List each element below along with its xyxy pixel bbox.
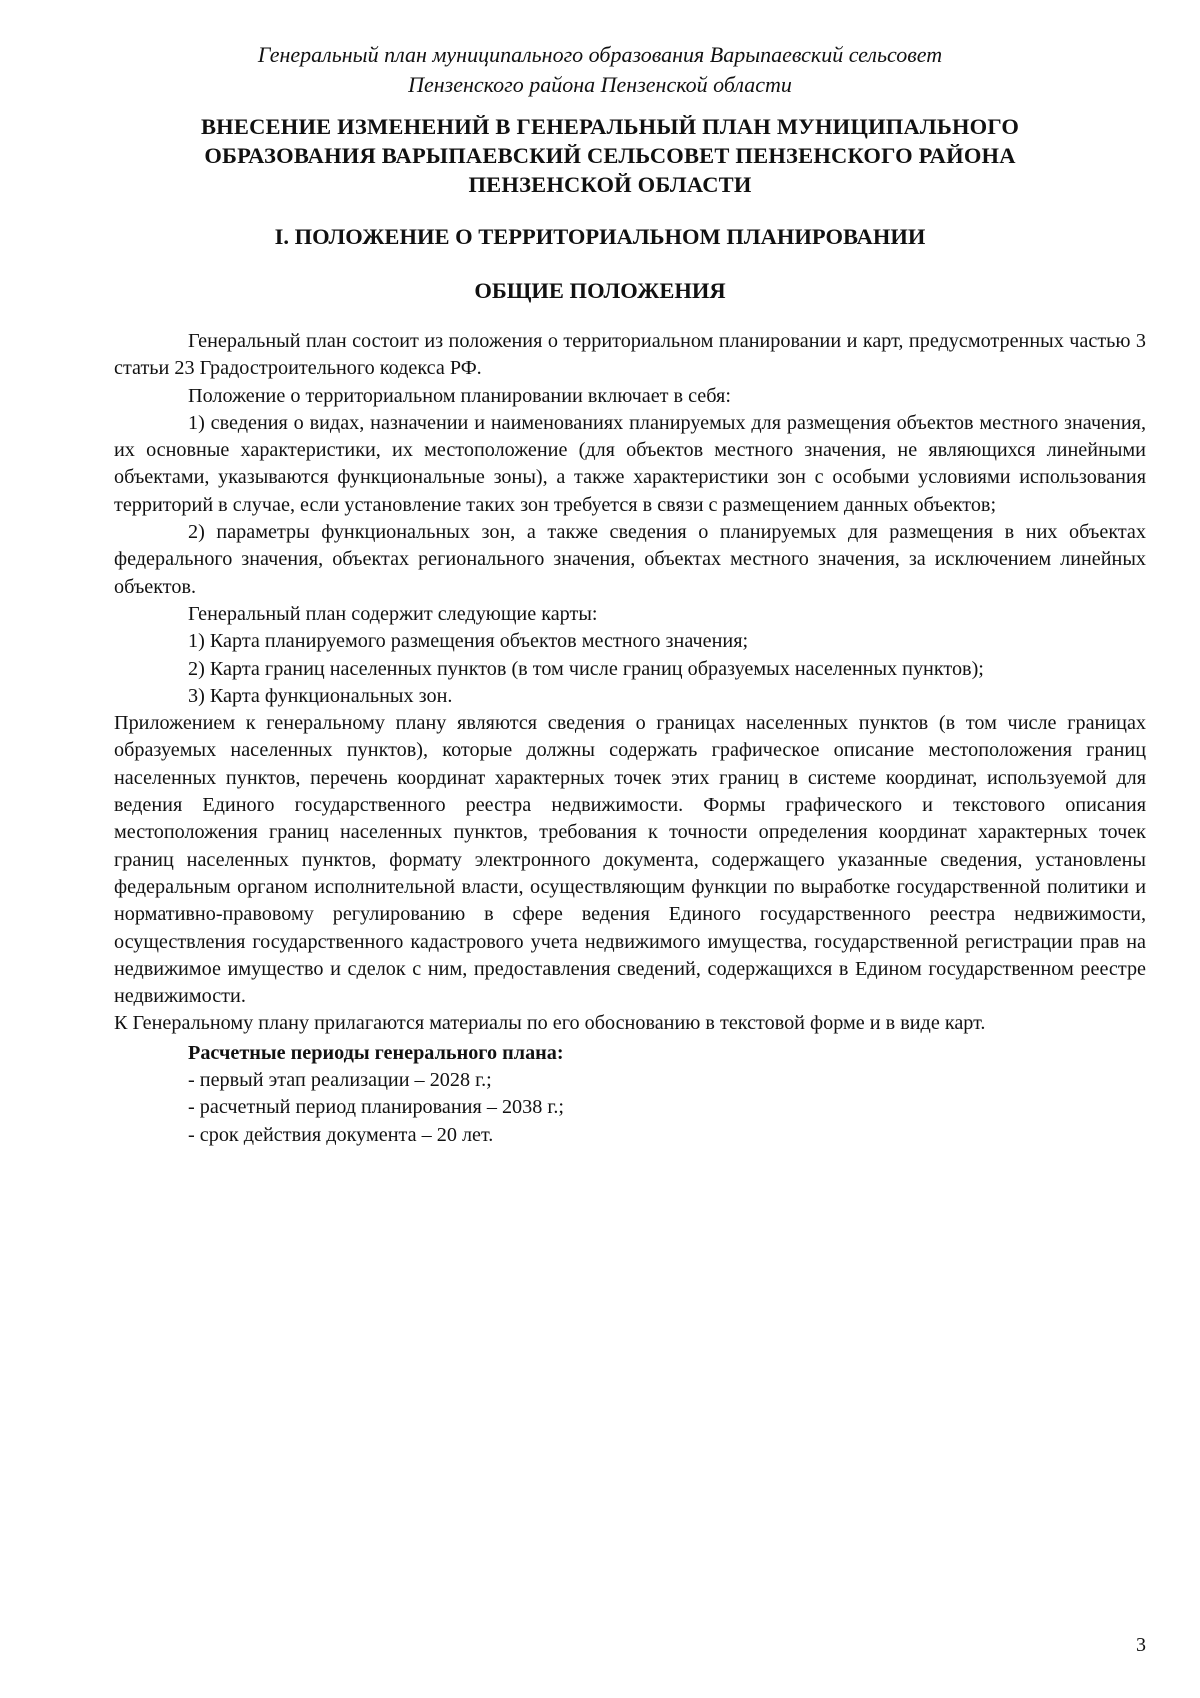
map-list-item-3: 3) Карта функциональных зон. bbox=[188, 684, 453, 707]
paragraph-item-1: 1) сведения о видах, назначении и наименованиях планируемых для размещения объектов местного значения, их основные характеристики, их местоположение (для объектов местного значения, не являющихся линейными объектами, указываются функциональные зоны), а также характеристики зон с особыми условиями использования территорий в случае, если установление таких зон требуется в связи с размещением данных объектов; bbox=[114, 411, 1146, 516]
paragraph-supporting-materials: К Генеральному плану прилагаются материалы по его обоснованию в текстовой форме и в виде карт. bbox=[114, 1012, 986, 1035]
running-header-line-1: Генеральный план муниципального образования Варыпаевский сельсовет bbox=[257, 42, 943, 67]
page-number: 3 bbox=[1136, 1634, 1146, 1656]
document-title: ВНЕСЕНИЕ ИЗМЕНЕНИЙ В ГЕНЕРАЛЬНЫЙ ПЛАН МУНИЦИПАЛЬНОГО ОБРАЗОВАНИЯ ВАРЫПАЕВСКИЙ СЕЛЬСОВЕТ ПЕНЗЕНСКОГО РАЙОНА ПЕНЗЕНСКОЙ ОБЛАСТИ bbox=[200, 114, 1020, 197]
subsection-title: ОБЩИЕ ПОЛОЖЕНИЯ bbox=[474, 278, 726, 303]
paragraph-item-2: 2) параметры функциональных зон, а также сведения о планируемых для размещения в них объектах федерального значения, объектах регионального значения, объектах местного значения, за исключением линейных объектов. bbox=[114, 521, 1146, 598]
paragraph-provision-includes: Положение о территориальном планировании включает в себя: bbox=[188, 384, 731, 407]
map-list-item-1: 1) Карта планируемого размещения объектов местного значения; bbox=[188, 630, 749, 653]
paragraph-appendix: Приложением к генеральному плану являются сведения о границах населенных пунктов (в том числе границах образуемых населенных пунктов), которые должны содержать графическое описание местоположения границ населенных пунктов, перечень координат характерных точек этих границ в системе координат, используемой для ведения Единого государственного реестра недвижимости. Формы графического и текстового описания местоположения границ населенных пунктов, требования к точности определения координат характерных точек границ населенных пунктов, формату электронного документа, содержащего указанные сведения, установлены федеральным органом исполнительной власти, осуществляющим функции по выработке государственной политики и нормативно-правовому регулированию в сфере ведения Единого государственного реестра недвижимости, осуществления государственного кадастрового учета недвижимого имущества, государственной регистрации прав на недвижимое имущество и сделок с ним, предоставления сведений, содержащихся в Едином государственном реестре недвижимости. bbox=[114, 712, 1146, 1008]
period-item-1: - первый этап реализации – 2028 г.; bbox=[188, 1069, 492, 1092]
section-title: I. ПОЛОЖЕНИЕ О ТЕРРИТОРИАЛЬНОМ ПЛАНИРОВАНИИ bbox=[274, 224, 926, 249]
running-header bbox=[0, 40, 1200, 100]
paragraph-general-plan-composition: Генеральный план состоит из положения о территориальном планировании и карт, предусмотренных частью 3 статьи 23 Градостроительного кодекса РФ. bbox=[114, 330, 1146, 380]
periods-heading: Расчетные периоды генерального плана: bbox=[188, 1041, 564, 1064]
document-body bbox=[114, 328, 1146, 1149]
paragraph-maps-intro: Генеральный план содержит следующие карты: bbox=[188, 602, 598, 625]
period-item-3: - срок действия документа – 20 лет. bbox=[188, 1123, 494, 1146]
period-item-2: - расчетный период планирования – 2038 г.; bbox=[188, 1096, 565, 1119]
map-list-item-2: 2) Карта границ населенных пунктов (в том числе границ образуемых населенных пунктов); bbox=[188, 657, 984, 680]
running-header-line-2: Пензенского района Пензенской области bbox=[408, 72, 792, 97]
